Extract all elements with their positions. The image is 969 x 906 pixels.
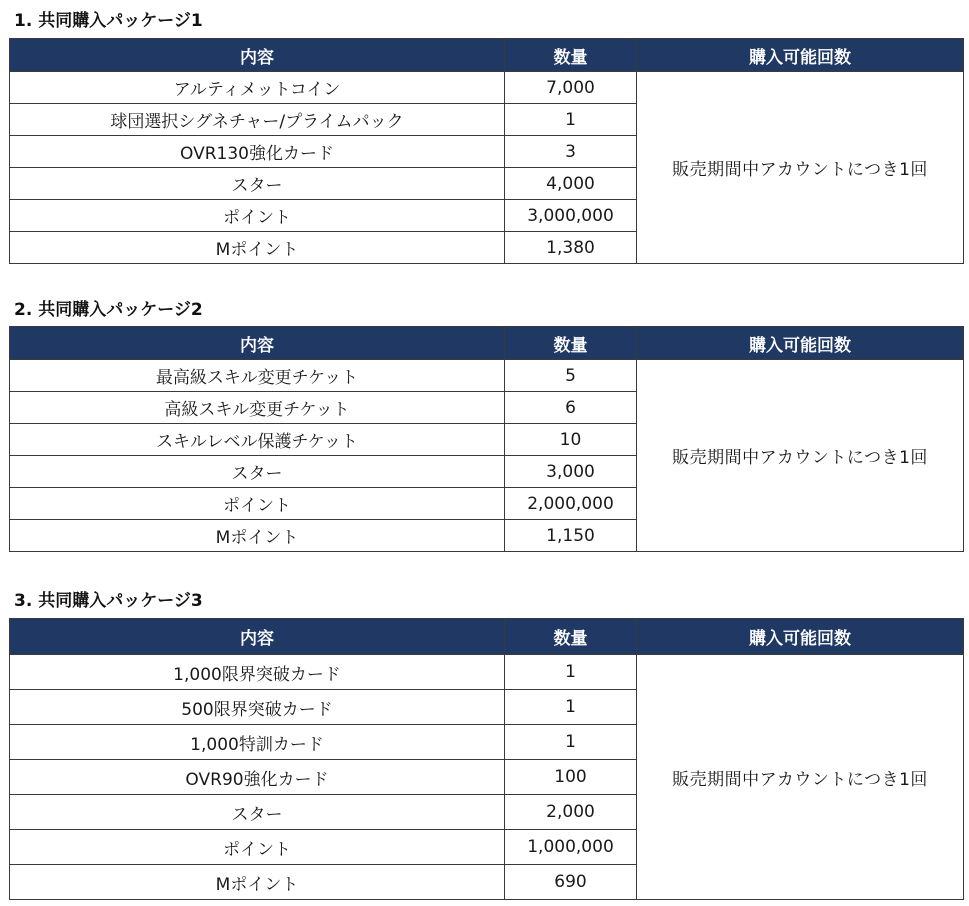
package-table-3 xyxy=(9,618,964,900)
package-table-2 xyxy=(9,326,964,552)
table-row xyxy=(10,360,964,392)
package-title-3: 3. 共同購入パッケージ3 xyxy=(14,591,203,611)
item-quantity: 3 xyxy=(505,136,637,168)
purchase-limit: 販売期間中アカウントにつき1回 xyxy=(637,72,964,264)
item-quantity: 100 xyxy=(505,760,637,795)
item-quantity: 3,000,000 xyxy=(505,200,637,232)
item-name: スター xyxy=(10,795,505,830)
item-quantity: 5 xyxy=(505,360,637,392)
package-table-1 xyxy=(9,38,964,264)
table-row xyxy=(10,655,964,690)
header-quantity: 数量 xyxy=(505,39,637,72)
purchase-limit: 販売期間中アカウントにつき1回 xyxy=(637,655,964,900)
item-quantity: 4,000 xyxy=(505,168,637,200)
header-limit: 購入可能回数 xyxy=(637,327,964,360)
item-quantity: 2,000,000 xyxy=(505,488,637,520)
item-name: 高級スキル変更チケット xyxy=(10,392,505,424)
package-title-2: 2. 共同購入パッケージ2 xyxy=(14,300,203,320)
item-name: OVR130強化カード xyxy=(10,136,505,168)
table-header-row xyxy=(10,327,964,360)
package-title-1: 1. 共同購入パッケージ1 xyxy=(14,11,203,31)
purchase-limit: 販売期間中アカウントにつき1回 xyxy=(637,360,964,552)
item-quantity: 1 xyxy=(505,104,637,136)
item-name: ポイント xyxy=(10,200,505,232)
item-quantity: 1 xyxy=(505,725,637,760)
item-quantity: 1,380 xyxy=(505,232,637,264)
item-name: スキルレベル保護チケット xyxy=(10,424,505,456)
header-quantity: 数量 xyxy=(505,327,637,360)
item-quantity: 690 xyxy=(505,865,637,900)
table-header-row xyxy=(10,39,964,72)
header-content: 内容 xyxy=(10,327,505,360)
header-content: 内容 xyxy=(10,39,505,72)
item-quantity: 3,000 xyxy=(505,456,637,488)
item-quantity: 10 xyxy=(505,424,637,456)
item-name: 1,000限界突破カード xyxy=(10,655,505,690)
item-name: 球団選択シグネチャー/プライムパック xyxy=(10,104,505,136)
item-quantity: 1,150 xyxy=(505,520,637,552)
table-row xyxy=(10,72,964,104)
item-quantity: 6 xyxy=(505,392,637,424)
header-content: 内容 xyxy=(10,619,505,655)
item-quantity: 1,000,000 xyxy=(505,830,637,865)
item-quantity: 1 xyxy=(505,690,637,725)
item-name: Mポイント xyxy=(10,520,505,552)
item-name: Mポイント xyxy=(10,865,505,900)
item-name: OVR90強化カード xyxy=(10,760,505,795)
item-name: スター xyxy=(10,456,505,488)
item-name: ポイント xyxy=(10,830,505,865)
item-name: 1,000特訓カード xyxy=(10,725,505,760)
item-quantity: 2,000 xyxy=(505,795,637,830)
item-quantity: 1 xyxy=(505,655,637,690)
header-quantity: 数量 xyxy=(505,619,637,655)
table-header-row xyxy=(10,619,964,655)
item-name: 500限界突破カード xyxy=(10,690,505,725)
header-limit: 購入可能回数 xyxy=(637,619,964,655)
item-name: アルティメットコイン xyxy=(10,72,505,104)
item-name: スター xyxy=(10,168,505,200)
item-name: ポイント xyxy=(10,488,505,520)
item-name: 最高級スキル変更チケット xyxy=(10,360,505,392)
header-limit: 購入可能回数 xyxy=(637,39,964,72)
item-quantity: 7,000 xyxy=(505,72,637,104)
item-name: Mポイント xyxy=(10,232,505,264)
